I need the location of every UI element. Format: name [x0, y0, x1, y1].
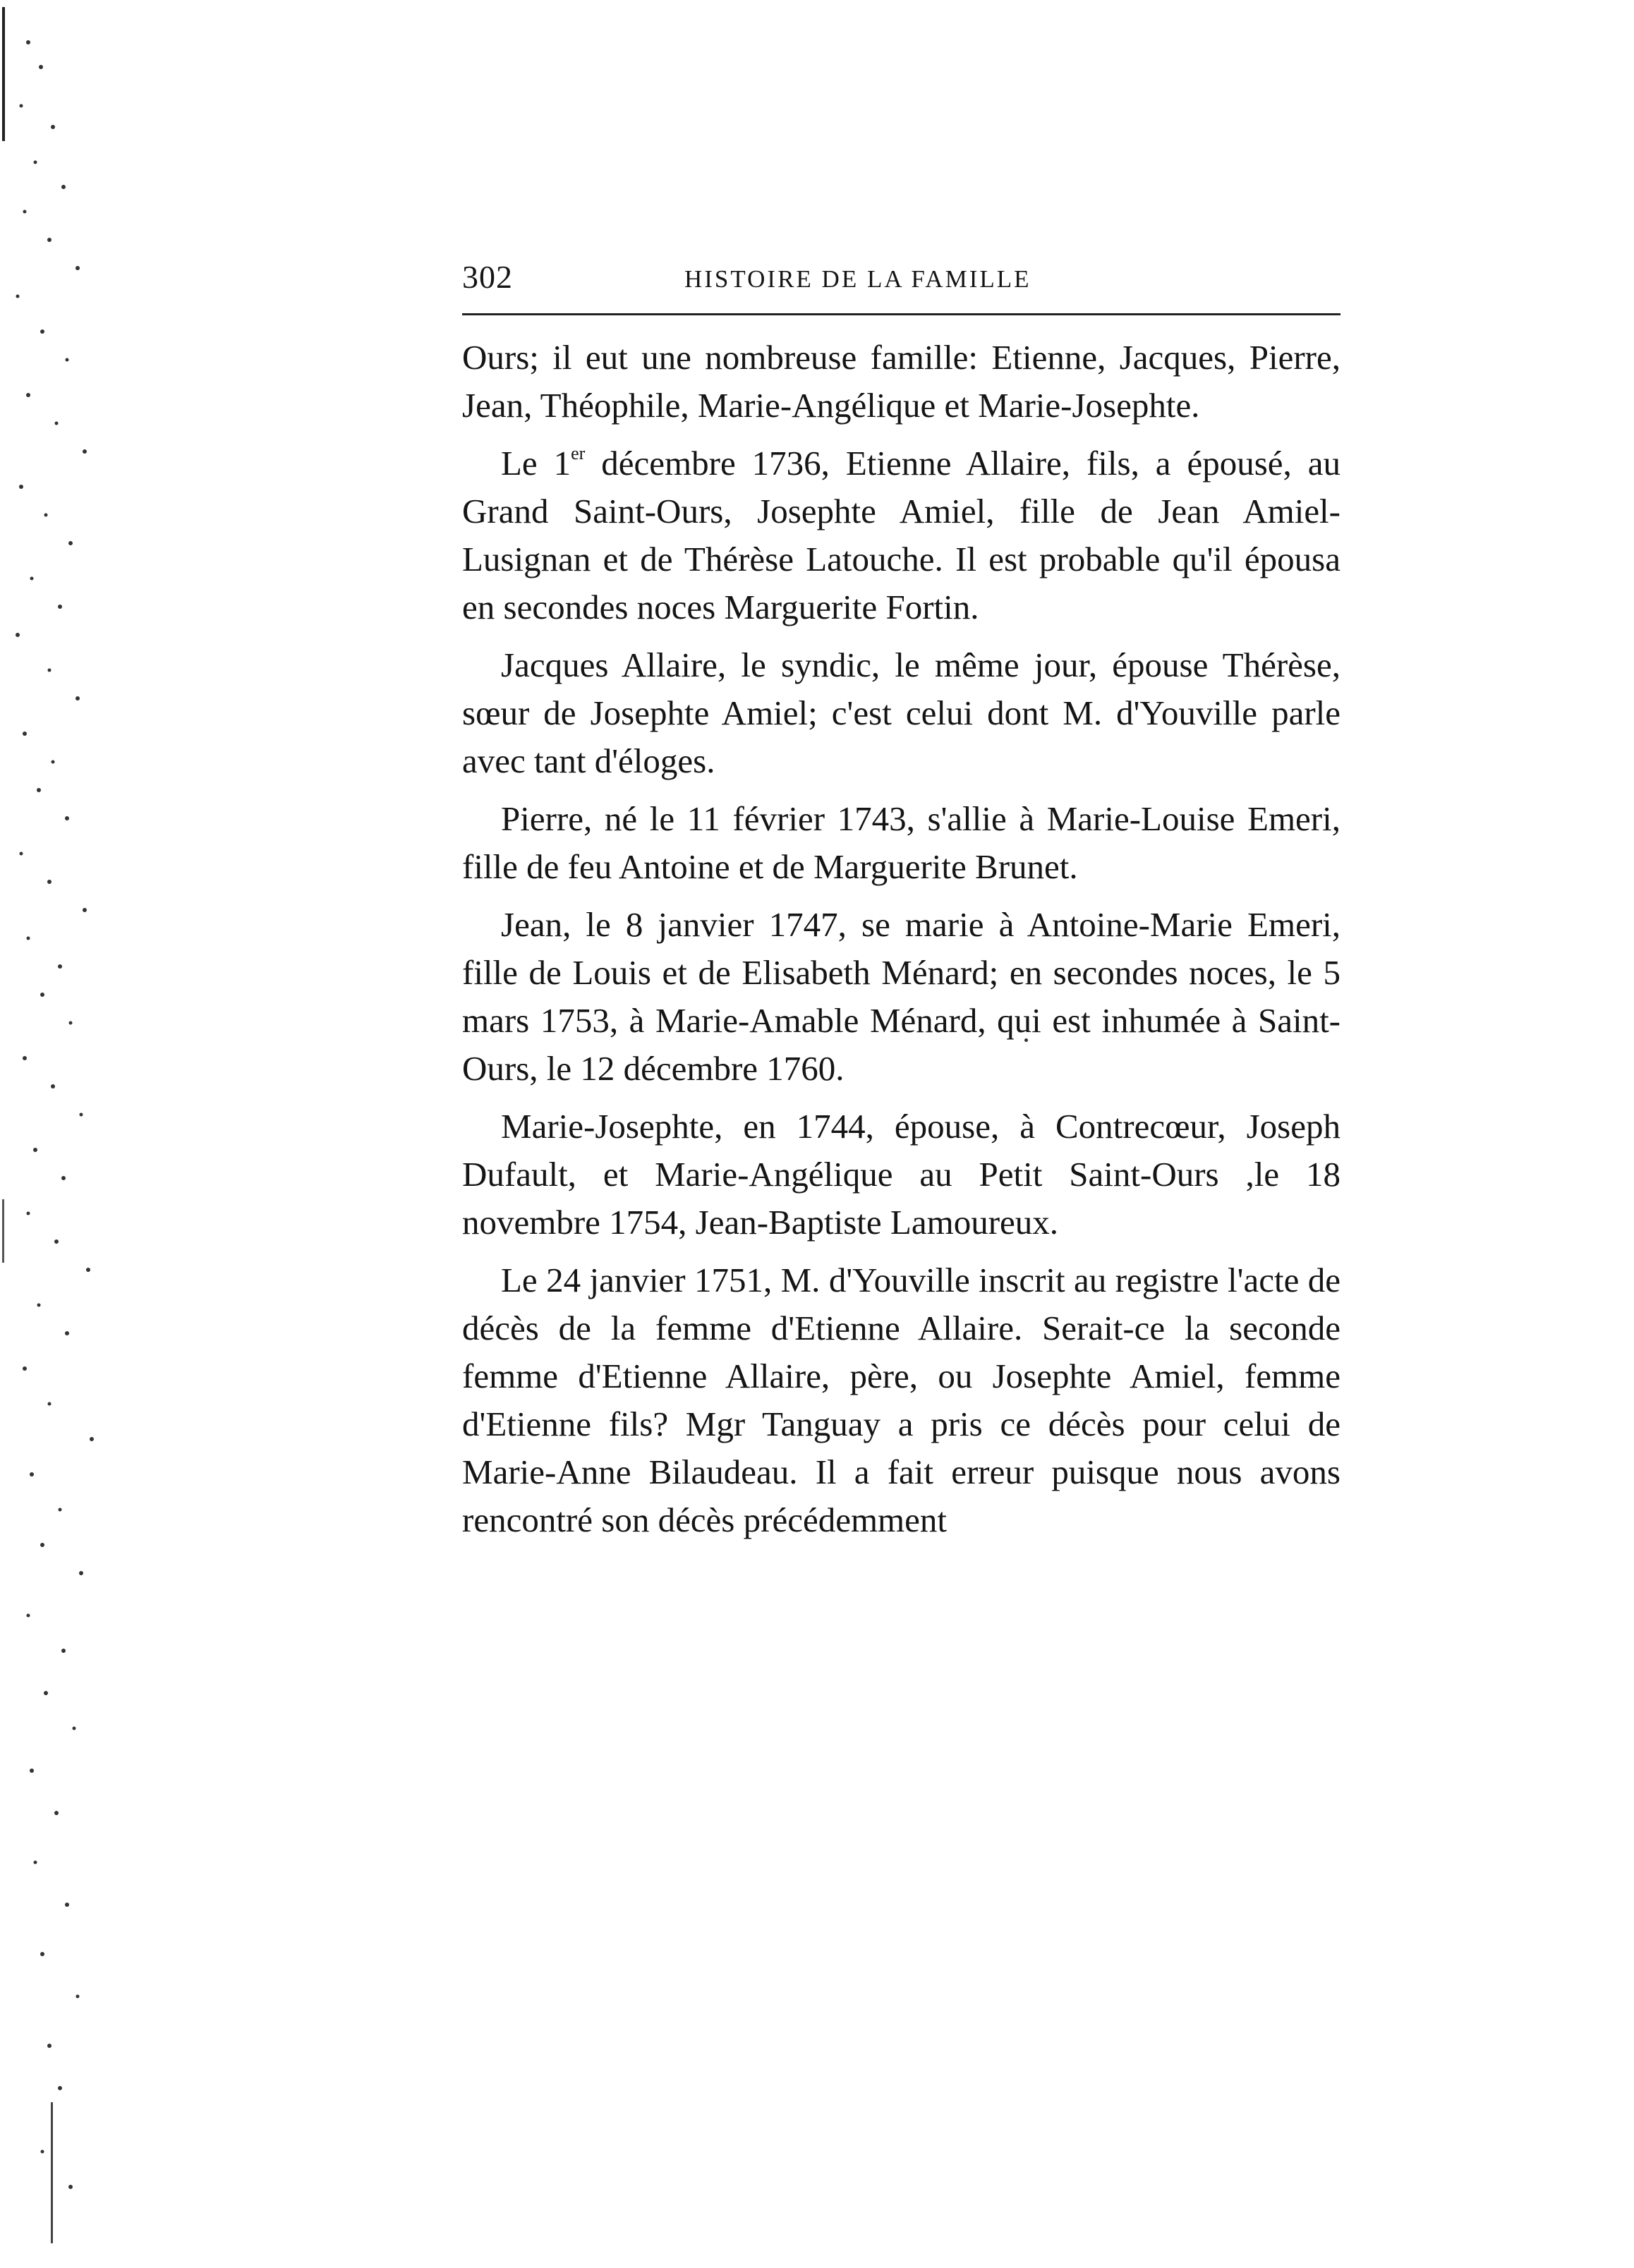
- paragraph-4: Pierre, né le 11 février 1743, s'allie à Marie-Louise Emeri, fille de feu Antoine et de Marguerite Brunet.: [462, 799, 1341, 886]
- paragraph-2-rest: décembre 1736, Etienne Allaire, fils, a épousé, au Grand Saint-Ours, Josephte Amiel, fille de Jean Amiel-Lusignan et de Thérèse Latouche. Il est probable qu'il épousa en secondes noces Marguerite Fortin.: [462, 444, 1341, 626]
- paragraph-3: Jacques Allaire, le syndic, le même jour, épouse Thérèse, sœur de Josephte Amiel; c'est celui dont M. d'Youville parle avec tant d'éloges.: [462, 645, 1341, 780]
- book-page: [462, 259, 1341, 1554]
- paragraph-5: Jean, le 8 janvier 1747, se marie à Antoine-Marie Emeri, fille de Louis et de Elisabeth Ménard; en secondes noces, le 5 mars 1753, à Marie-Amable Ménard, qui est inhumée à Saint-Ours, le 12 décembre 1760.: [462, 905, 1341, 1088]
- paragraph-2: [462, 439, 1341, 631]
- running-title: HISTOIRE DE LA FAMILLE: [684, 265, 1031, 293]
- running-head: [462, 259, 1341, 315]
- body-text: [462, 334, 1341, 1544]
- scan-edge-noise: [0, 0, 120, 2268]
- paragraph-6: Marie-Josephte, en 1744, épouse, à Contrecœur, Joseph Dufault, et Marie-Angélique au Petit Saint-Ours ,le 18 novembre 1754, Jean-Baptiste Lamoureux.: [462, 1107, 1341, 1242]
- ordinal-superscript: er: [571, 443, 586, 463]
- page-number: 302: [462, 259, 513, 295]
- paragraph-7: Le 24 janvier 1751, M. d'Youville inscrit au registre l'acte de décès de la femme d'Etienne Allaire. Serait-ce la seconde femme d'Etienne Allaire, père, ou Josephte Amiel, femme d'Etienne fils? Mgr Tanguay a pris ce décès pour celui de Marie-Anne Bilaudeau. Il a fait erreur puisque nous avons rencontré son décès précédemment: [462, 1261, 1341, 1539]
- paragraph-1: Ours; il eut une nombreuse famille: Etienne, Jacques, Pierre, Jean, Théophile, Marie-Angélique et Marie-Josephte.: [462, 338, 1341, 425]
- paragraph-2-start: Le 1: [501, 444, 571, 483]
